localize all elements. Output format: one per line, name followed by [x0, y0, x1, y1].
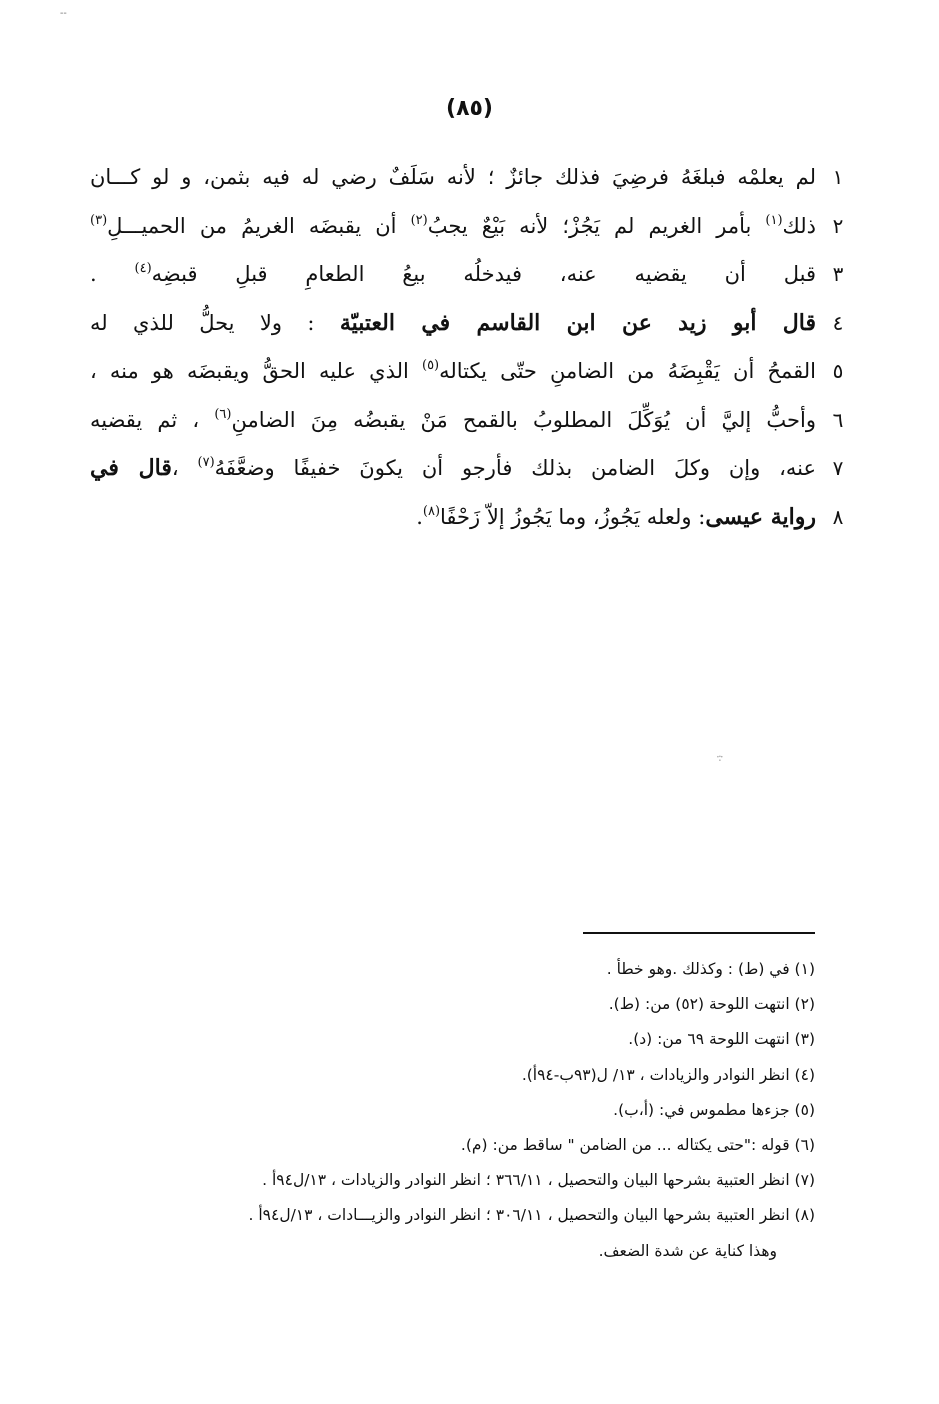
footnote: (٨) انظر العتبية بشرحها البيان والتحصيل ، ٣٠٦/١١ ؛ انظر النوادر والزيـــادات ، ١٣/ل٩٤أ . [248, 1206, 815, 1225]
text-segment: : ولا يحلُّ للذي له [90, 310, 340, 335]
corner-mark: -- [60, 8, 67, 19]
heading-phrase: قال أبو زيد عن ابن القاسم في العتبيّة [339, 309, 816, 336]
text-line [90, 162, 860, 211]
footnote-ref: (٣) [90, 212, 108, 228]
footnote: (٤) انظر النوادر والزيادات ، ١٣/ ل(٩٣ب-٩٤أ). [521, 1065, 815, 1084]
text-segment: لم يعلمْه فبلغَهُ فرضِيَ فذلك جائزٌ ؛ لأنه سَلَفٌ رضي له فيه بثمن، و لو كـــان [90, 165, 816, 189]
line-number: ٤ [832, 310, 844, 335]
text-segment: الذي عليه الحقُّ ويقبضَه هو منه ، [90, 359, 422, 383]
line-text [90, 162, 816, 192]
footnote: (٥) جزءها مطموس في: (أ،ب). [613, 1100, 815, 1119]
line-number: ٣ [832, 262, 844, 286]
line-text [90, 308, 816, 338]
scan-speck: ·:· [716, 750, 722, 764]
text-line [90, 502, 860, 551]
heading-phrase: قال في [90, 455, 172, 481]
line-text [90, 211, 816, 241]
footnote-ref: (٥) [421, 358, 440, 373]
text-segment: عنه، وإن وكلَ الضامن بذلك فأرجو أن يكونَ خفيفًا وضعَّفَهُ [214, 456, 816, 480]
line-number: ٨ [832, 504, 844, 529]
text-line [90, 308, 860, 357]
footnote-ref: (٢) [410, 212, 428, 228]
line-text [90, 405, 816, 435]
text-segment: بأمر الغريم لم يَجُزْ؛ لأنه بَيْعٌ يجبُ [427, 213, 766, 238]
footnote-ref: (٤) [134, 261, 152, 276]
text-segment: قبل أن يقضيه عنه، فيدخلُه بيعُ الطعامِ قبلِ قبضِه [151, 262, 816, 286]
line-text [90, 259, 816, 289]
footnote-divider [583, 932, 815, 934]
heading-phrase: رواية عيسى [705, 503, 816, 530]
text-segment: ، [171, 456, 198, 480]
text-line [90, 405, 860, 454]
footnote-continuation: وهذا كناية عن شدة الضعف. [598, 1241, 777, 1260]
footnote: (٣) انتهت اللوحة ٦٩ من: (د). [628, 1030, 815, 1049]
line-number: ١ [832, 165, 844, 189]
line-number: ٥ [832, 359, 844, 383]
footnote-ref: (٧) [197, 455, 215, 470]
text-segment: ، ثم يقضيه [90, 407, 215, 432]
text-line [90, 453, 860, 502]
line-number: ٧ [832, 456, 844, 480]
text-segment: . [416, 504, 423, 529]
main-text-body [90, 162, 860, 550]
footnote-ref: (٨) [422, 503, 441, 519]
text-line [90, 259, 860, 308]
page-number: (٨٥) [446, 96, 493, 121]
footnote: (١) في (ط) : وكذلك .وهو خطأ . [606, 960, 815, 978]
text-segment: وأحبُّ إليَّ أن يُوَكِّلَ المطلوبُ بالقمح مَنْ يقبضُه مِنَ الضامنِ [231, 407, 816, 432]
text-segment: ذلك [782, 213, 816, 238]
footnote: (٧) انظر العتبية بشرحها البيان والتحصيل ، ٣٦٦/١١ ؛ انظر النوادر والزيادات ، ١٣/ل٩٤أ . [262, 1171, 815, 1190]
footnote-ref: (١) [765, 212, 783, 228]
text-segment: : ولعله يَجُوزُ، وما يَجُوزُ إلاّ زَحْفًا [440, 504, 706, 529]
footnote-ref: (٦) [214, 406, 232, 422]
line-text [90, 453, 816, 483]
text-line [90, 211, 860, 260]
text-segment: القمحُ أن يَقْبِضَهُ من الضامنِ حتّى يكتاله [439, 359, 816, 383]
line-number: ٦ [832, 407, 844, 432]
line-text [90, 356, 816, 386]
line-text [90, 502, 816, 532]
footnote: (٢) انتهت اللوحة (٥٢) من: (ط). [608, 995, 815, 1014]
text-segment: . [90, 262, 135, 286]
text-line [90, 356, 860, 405]
footnotes [100, 956, 815, 1268]
text-segment: أن يقبضَه الغريمُ من الحميـــلِ [107, 213, 411, 238]
line-number: ٢ [832, 213, 844, 238]
footnote: (٦) قوله :"حتى يكتاله ... من الضامن " ساقط من: (م). [460, 1135, 815, 1154]
